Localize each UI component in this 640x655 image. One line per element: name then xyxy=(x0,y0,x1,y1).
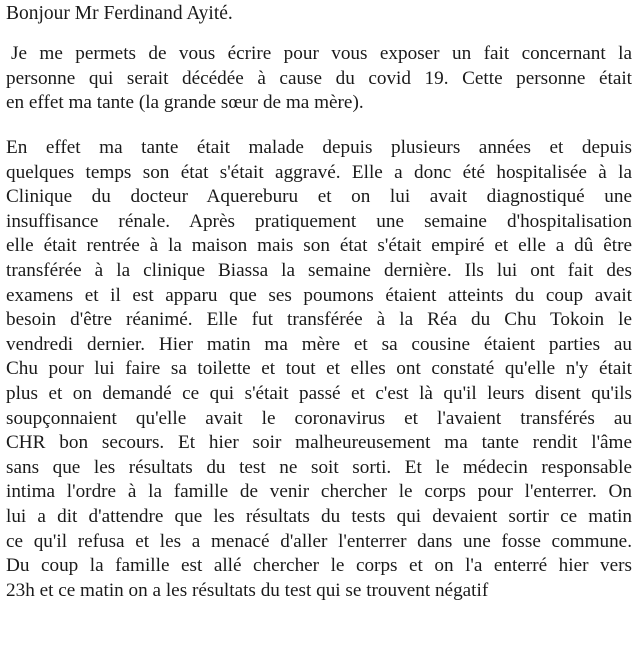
paragraph-line: Clinique du docteur Aquereburu et on lui avait diagnostiqué une xyxy=(6,186,632,208)
paragraph-line: soupçonnaient qu'elle avait le coronavirus et l'avaient transférés au xyxy=(6,407,632,429)
paragraph-line: quelques temps son état s'était aggravé. Elle a donc été hospitalisée à la xyxy=(6,161,632,183)
paragraph-line: examens et il est apparu que ses poumons étaient atteints du coup avait xyxy=(6,284,632,306)
paragraph-line: 23h et ce matin on a les résultats du test qui se trouvent négatif xyxy=(6,579,489,601)
paragraph-line: besoin d'être réanimé. Elle fut transférée à la Réa du Chu Tokoin le xyxy=(6,309,632,331)
paragraph-line: Du coup la famille est allé chercher le corps et on l'a enterré hier vers xyxy=(6,555,632,577)
greeting: Bonjour Mr Ferdinand Ayité. xyxy=(6,3,233,24)
paragraph-line: sans que les résultats du test ne soit sorti. Et le médecin responsable xyxy=(6,456,632,478)
paragraph-line: ce qu'il refusa et les a menacé d'aller l'enterrer dans une fosse commune. xyxy=(6,530,632,552)
paragraph-line: Chu pour lui faire sa toilette et tout et elles ont constaté qu'elle n'y était xyxy=(6,358,632,380)
paragraph-line: plus et on demandé ce qui s'était passé et c'est là qu'il leurs disent qu'ils xyxy=(6,382,632,404)
paragraph-intro xyxy=(6,42,632,116)
paragraph-line: En effet ma tante était malade depuis plusieurs années et depuis xyxy=(6,137,632,158)
paragraph-line: lui a dit d'attendre que les résultats du tests qui devaient sortir ce matin xyxy=(6,505,632,527)
paragraph-line: en effet ma tante (la grande sœur de ma mère). xyxy=(6,92,364,114)
paragraph-line: elle était rentrée à la maison mais son état s'était empiré et elle a dû être xyxy=(6,235,632,257)
paragraph-line: intima l'ordre à la famille de venir chercher le corps pour l'enterrer. On xyxy=(6,481,632,503)
paragraph-account xyxy=(6,136,632,603)
paragraph-line: personne qui serait décédée à cause du covid 19. Cette personne était xyxy=(6,67,632,89)
paragraph-line: Je me permets de vous écrire pour vous exposer un fait concernant la xyxy=(11,43,632,64)
paragraph-line: transférée à la clinique Biassa la semaine dernière. Ils lui ont fait des xyxy=(6,259,632,281)
paragraph-line: insuffisance rénale. Après pratiquement une semaine d'hospitalisation xyxy=(6,210,632,232)
paragraph-line: CHR bon secours. Et hier soir malheureusement ma tante rendit l'âme xyxy=(6,432,632,454)
paragraph-line: vendredi dernier. Hier matin ma mère et sa cousine étaient parties au xyxy=(6,333,632,355)
